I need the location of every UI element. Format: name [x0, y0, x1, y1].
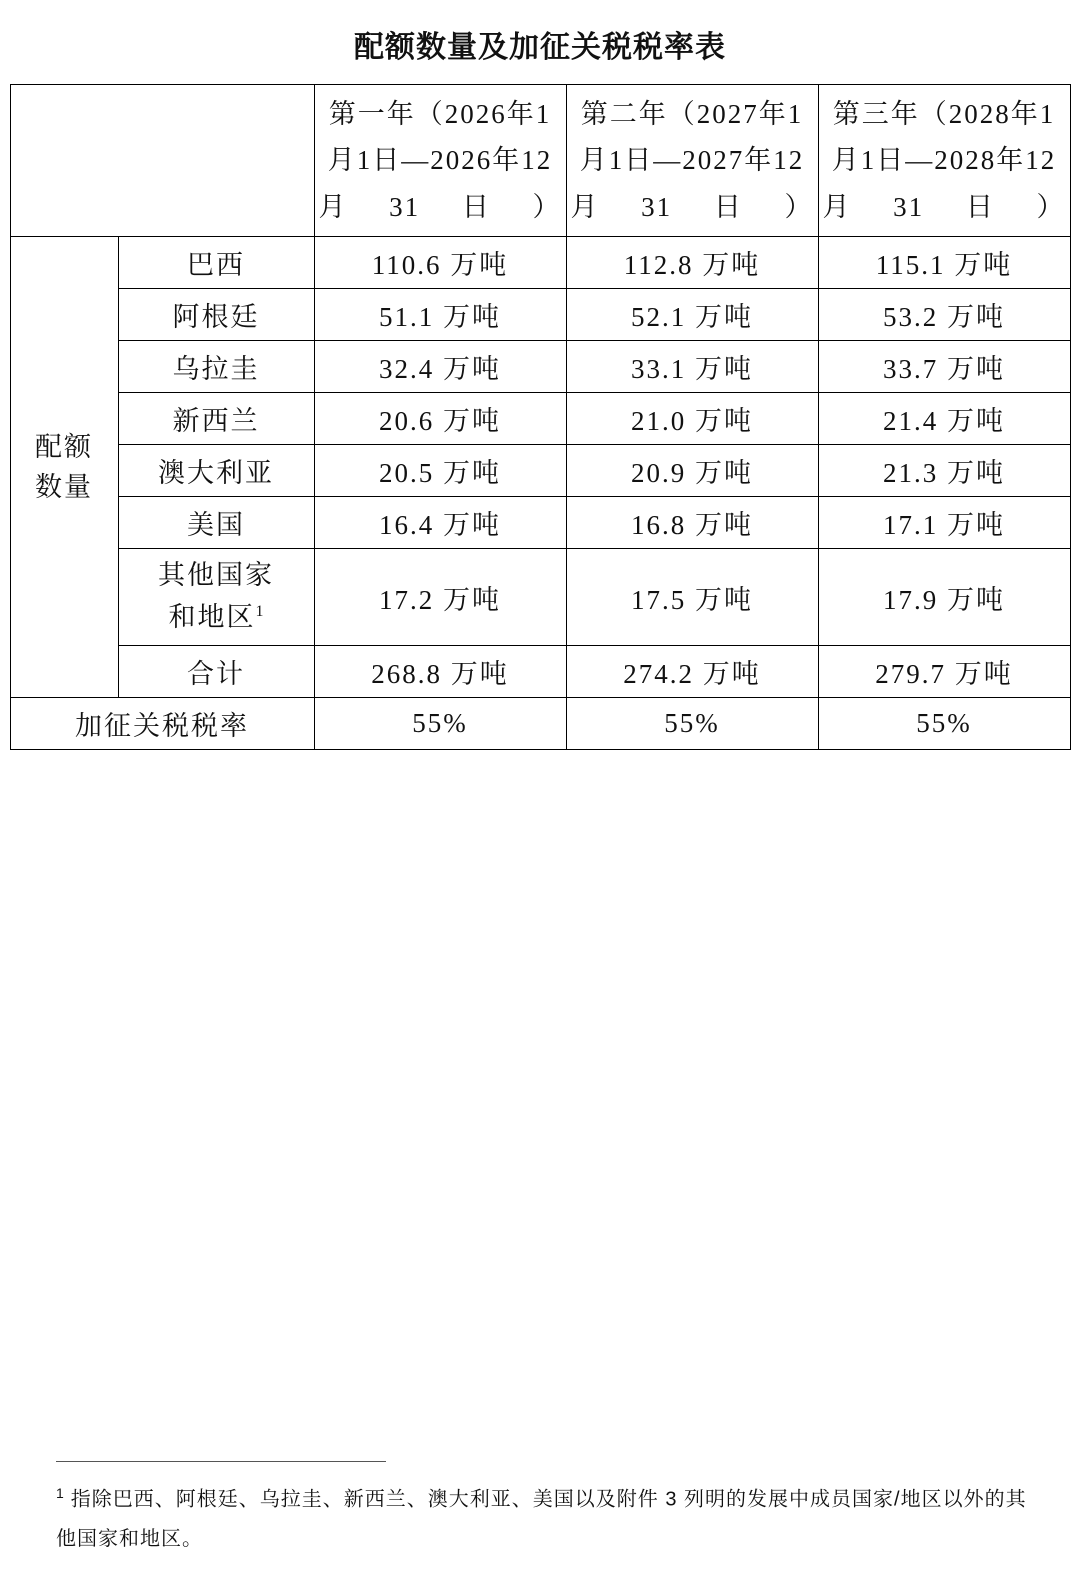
row-label-united-states: 美国 [118, 497, 314, 549]
cell-australia-year3: 21.3 万吨 [818, 445, 1070, 497]
cell-total-year2: 274.2 万吨 [566, 646, 818, 698]
column-header-year-3: 第三年（2028年1月1日—2028年12月31日） [818, 85, 1070, 237]
cell-uruguay-year3: 33.7 万吨 [818, 341, 1070, 393]
cell-argentina-year2: 52.1 万吨 [566, 289, 818, 341]
table-row [10, 289, 1070, 341]
quota-tariff-table [10, 84, 1071, 750]
row-label-other-countries-line-1: 其他国家 [158, 560, 274, 591]
cell-total-year1: 268.8 万吨 [314, 646, 566, 698]
cell-united-states-year2: 16.8 万吨 [566, 497, 818, 549]
cell-united-states-year1: 16.4 万吨 [314, 497, 566, 549]
row-label-uruguay: 乌拉圭 [118, 341, 314, 393]
row-label-new-zealand: 新西兰 [118, 393, 314, 445]
footnote-marker-inline: 1 [255, 603, 264, 621]
cell-uruguay-year1: 32.4 万吨 [314, 341, 566, 393]
cell-argentina-year3: 53.2 万吨 [818, 289, 1070, 341]
row-group-label-line-2: 数量 [35, 472, 93, 503]
cell-total-year3: 279.7 万吨 [818, 646, 1070, 698]
cell-tariff-year1: 55% [314, 698, 566, 750]
row-group-label-line-1: 配额 [35, 431, 93, 462]
cell-tariff-year3: 55% [818, 698, 1070, 750]
cell-australia-year1: 20.5 万吨 [314, 445, 566, 497]
cell-brazil-year1: 110.6 万吨 [314, 237, 566, 289]
cell-united-states-year3: 17.1 万吨 [818, 497, 1070, 549]
table-row [10, 341, 1070, 393]
table-row [10, 237, 1070, 289]
row-label-tariff-rate: 加征关税税率 [10, 698, 314, 750]
column-header-year-1: 第一年（2026年1月1日—2026年12月31日） [314, 85, 566, 237]
table-row-tariff [10, 698, 1070, 750]
row-group-label-quota [10, 237, 118, 698]
row-label-other-countries-line-2: 和地区$^1$ [168, 602, 264, 633]
footnote-section [48, 1461, 1032, 1559]
cell-brazil-year2: 112.8 万吨 [566, 237, 818, 289]
footnote-divider [56, 1461, 386, 1462]
row-label-australia: 澳大利亚 [118, 445, 314, 497]
footnote-marker: 1 [56, 1485, 65, 1502]
cell-uruguay-year2: 33.1 万吨 [566, 341, 818, 393]
cell-new-zealand-year3: 21.4 万吨 [818, 393, 1070, 445]
cell-other-countries-year3: 17.9 万吨 [818, 549, 1070, 646]
cell-argentina-year1: 51.1 万吨 [314, 289, 566, 341]
page-title: 配额数量及加征关税税率表 [354, 31, 726, 64]
cell-tariff-year2: 55% [566, 698, 818, 750]
table-corner-cell [10, 85, 314, 237]
table-row [10, 393, 1070, 445]
cell-new-zealand-year1: 20.6 万吨 [314, 393, 566, 445]
row-label-brazil: 巴西 [118, 237, 314, 289]
footnote-body: 指除巴西、阿根廷、乌拉圭、新西兰、澳大利亚、美国以及附件 3 列明的发展中成员国家/地区以外的其他国家和地区。 [56, 1489, 1027, 1550]
footnote-text [48, 1480, 1032, 1559]
table-row [10, 549, 1070, 646]
table-header-row [10, 85, 1070, 237]
cell-australia-year2: 20.9 万吨 [566, 445, 818, 497]
document-page [0, 22, 1080, 1595]
table-row [10, 497, 1070, 549]
cell-other-countries-year2: 17.5 万吨 [566, 549, 818, 646]
column-header-year-2: 第二年（2027年1月1日—2027年12月31日） [566, 85, 818, 237]
cell-new-zealand-year2: 21.0 万吨 [566, 393, 818, 445]
cell-brazil-year3: 115.1 万吨 [818, 237, 1070, 289]
row-label-argentina: 阿根廷 [118, 289, 314, 341]
cell-other-countries-year1: 17.2 万吨 [314, 549, 566, 646]
row-label-total: 合计 [118, 646, 314, 698]
table-row [10, 445, 1070, 497]
row-label-other-countries [118, 549, 314, 646]
table-row [10, 646, 1070, 698]
